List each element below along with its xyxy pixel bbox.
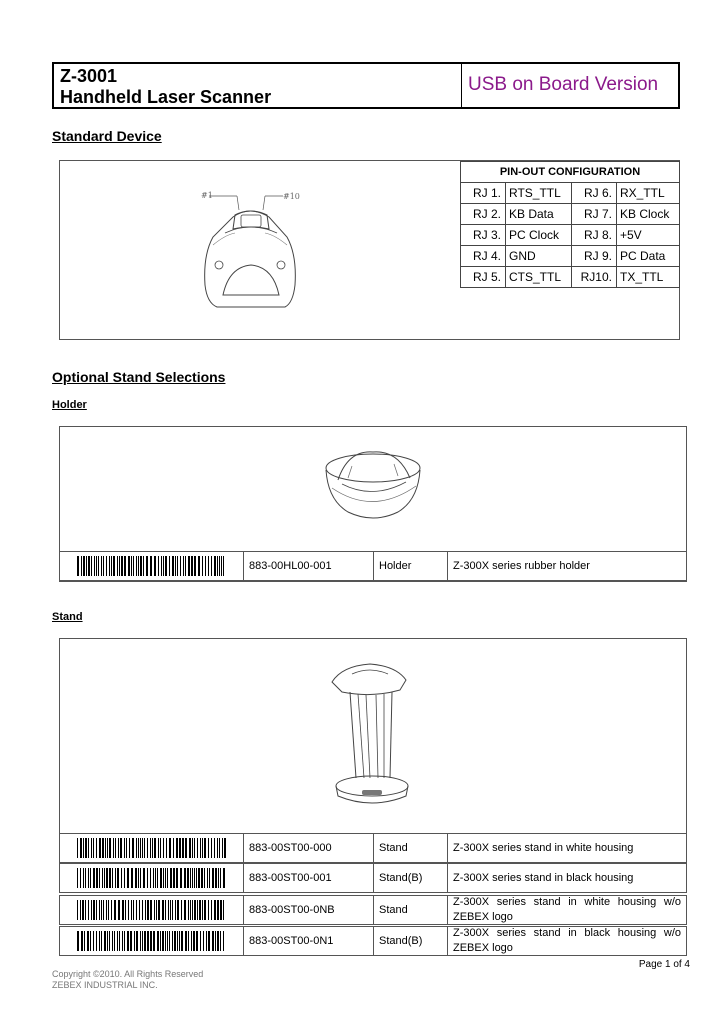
item-description: Z-300X series rubber holder (447, 552, 686, 580)
item-name: Holder (373, 552, 447, 580)
item-name: Stand (373, 896, 447, 924)
item-description: Z-300X series stand in black housing w/o ZEBEX logo (447, 927, 686, 955)
product-name: Handheld Laser Scanner (60, 87, 272, 107)
part-number: 883-00ST00-001 (243, 864, 373, 892)
footer (52, 969, 203, 991)
pin-signal: TX_TTL (616, 267, 679, 288)
copyright-text: Copyright ©2010. All Rights Reserved (52, 969, 204, 979)
pin-number: RJ10. (571, 267, 616, 288)
pin-signal: KB Clock (616, 204, 679, 225)
pin-number: RJ 5. (461, 267, 506, 288)
document-header (52, 62, 680, 109)
part-number: 883-00HL00-001 (243, 552, 373, 580)
pin-number: RJ 8. (571, 225, 616, 246)
item-description: Z-300X series stand in white housing (447, 834, 686, 862)
pin-number: RJ 1. (461, 183, 506, 204)
table-row (59, 863, 687, 893)
page-number: Page 1 of 4 (638, 959, 690, 970)
pinout-row (461, 246, 680, 267)
barcode-cell (60, 896, 243, 924)
pin-number: RJ 6. (571, 183, 616, 204)
table-row (59, 833, 687, 863)
header-title-cell (54, 64, 462, 107)
barcode-cell (60, 834, 243, 862)
pin-number: RJ 4. (461, 246, 506, 267)
model-number: Z-3001 (60, 66, 118, 86)
barcode-cell (60, 927, 243, 955)
barcode-image (77, 556, 227, 576)
item-description: Z-300X series stand in black housing (447, 864, 686, 892)
item-description: Z-300X series stand in white housing w/o ZEBEX logo (447, 896, 686, 924)
pin-signal: CTS_TTL (506, 267, 572, 288)
pin-number: RJ 9. (571, 246, 616, 267)
pin-signal: RX_TTL (616, 183, 679, 204)
pin-signal: PC Data (616, 246, 679, 267)
pinout-row (461, 183, 680, 204)
barcode-cell (60, 552, 243, 580)
part-number: 883-00ST00-0N1 (243, 927, 373, 955)
pin-signal: KB Data (506, 204, 572, 225)
standard-device-heading: Standard Device (52, 128, 162, 144)
scanner-illustration (195, 185, 305, 315)
item-name: Stand(B) (373, 864, 447, 892)
pin-signal: +5V (616, 225, 679, 246)
pin-number: RJ 7. (571, 204, 616, 225)
version-label: USB on Board Version (468, 74, 659, 95)
optional-stand-heading: Optional Stand Selections (52, 369, 226, 385)
part-number: 883-00ST00-0NB (243, 896, 373, 924)
barcode-cell (60, 864, 243, 892)
company-name: ZEBEX INDUSTRIAL INC. (52, 980, 158, 990)
barcode-image (77, 900, 227, 920)
pin-number: RJ 2. (461, 204, 506, 225)
pin-signal: PC Clock (506, 225, 572, 246)
barcode-image (77, 868, 227, 888)
pin-1-label: #1 (201, 191, 213, 200)
pinout-table (460, 161, 680, 288)
stand-heading: Stand (52, 611, 83, 623)
table-row (59, 895, 687, 925)
pin-10-label: #10 (283, 192, 300, 201)
pinout-row (461, 225, 680, 246)
pin-signal: GND (506, 246, 572, 267)
part-number: 883-00ST00-000 (243, 834, 373, 862)
pinout-title: PIN-OUT CONFIGURATION (461, 162, 680, 183)
item-name: Stand(B) (373, 927, 447, 955)
pin-number: RJ 3. (461, 225, 506, 246)
holder-heading: Holder (52, 399, 87, 411)
barcode-image (77, 931, 227, 951)
table-row (59, 551, 687, 581)
pin-signal: RTS_TTL (506, 183, 572, 204)
pinout-row (461, 204, 680, 225)
holder-illustration (318, 440, 428, 530)
barcode-image (77, 838, 227, 858)
pinout-row (461, 267, 680, 288)
stand-illustration (322, 660, 422, 810)
table-row (59, 926, 687, 956)
item-name: Stand (373, 834, 447, 862)
header-version-cell (462, 64, 678, 107)
